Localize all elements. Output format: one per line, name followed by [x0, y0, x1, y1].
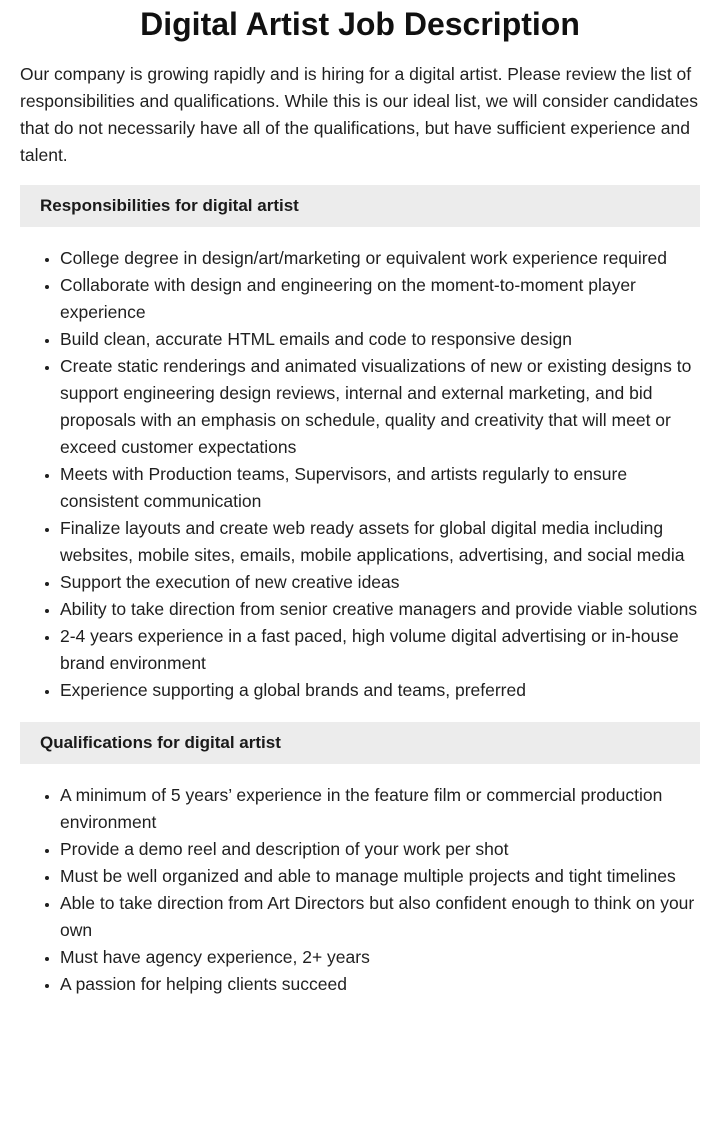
list-item: • Must be well organized and able to manage multiple projects and tight timelines	[60, 863, 700, 890]
list-item: • A passion for helping clients succeed	[60, 971, 700, 998]
page-title: Digital Artist Job Description	[140, 6, 580, 42]
responsibilities-heading: Responsibilities for digital artist	[20, 185, 700, 227]
list-item: • Provide a demo reel and description of your work per shot	[60, 836, 700, 863]
list-item: • College degree in design/art/marketing or equivalent work experience required	[60, 245, 700, 272]
list-item: • Meets with Production teams, Supervisors, and artists regularly to ensure consistent communication	[60, 461, 700, 515]
list-item: • 2-4 years experience in a fast paced, high volume digital advertising or in-house brand environment	[60, 623, 700, 677]
responsibilities-list	[20, 245, 700, 704]
qualifications-list	[20, 782, 700, 998]
list-item: • Create static renderings and animated visualizations of new or existing designs to support engineering design reviews, internal and external marketing, and bid proposals with an emphasis on schedule, quality and creativity that will meet or exceed customer expectations	[60, 353, 700, 461]
list-item: • Finalize layouts and create web ready assets for global digital media including websites, mobile sites, emails, mobile applications, advertising, and social media	[60, 515, 700, 569]
list-item: • Build clean, accurate HTML emails and code to responsive design	[60, 326, 700, 353]
list-item: • Collaborate with design and engineering on the moment-to-moment player experience	[60, 272, 700, 326]
list-item: • Experience supporting a global brands and teams, preferred	[60, 677, 700, 704]
list-item: • Support the execution of new creative ideas	[60, 569, 700, 596]
intro-paragraph: Our company is growing rapidly and is hiring for a digital artist. Please review the list of responsibilities and qualifications. While this is our ideal list, we will consider candidates that do not necessarily have all of the qualifications, but have sufficient experience and talent.	[20, 64, 698, 165]
qualifications-heading: Qualifications for digital artist	[20, 722, 700, 764]
list-item: • Able to take direction from Art Directors but also confident enough to think on your own	[60, 890, 700, 944]
list-item: • A minimum of 5 years’ experience in the feature film or commercial production environment	[60, 782, 700, 836]
list-item: • Ability to take direction from senior creative managers and provide viable solutions	[60, 596, 700, 623]
list-item: • Must have agency experience, 2+ years	[60, 944, 700, 971]
